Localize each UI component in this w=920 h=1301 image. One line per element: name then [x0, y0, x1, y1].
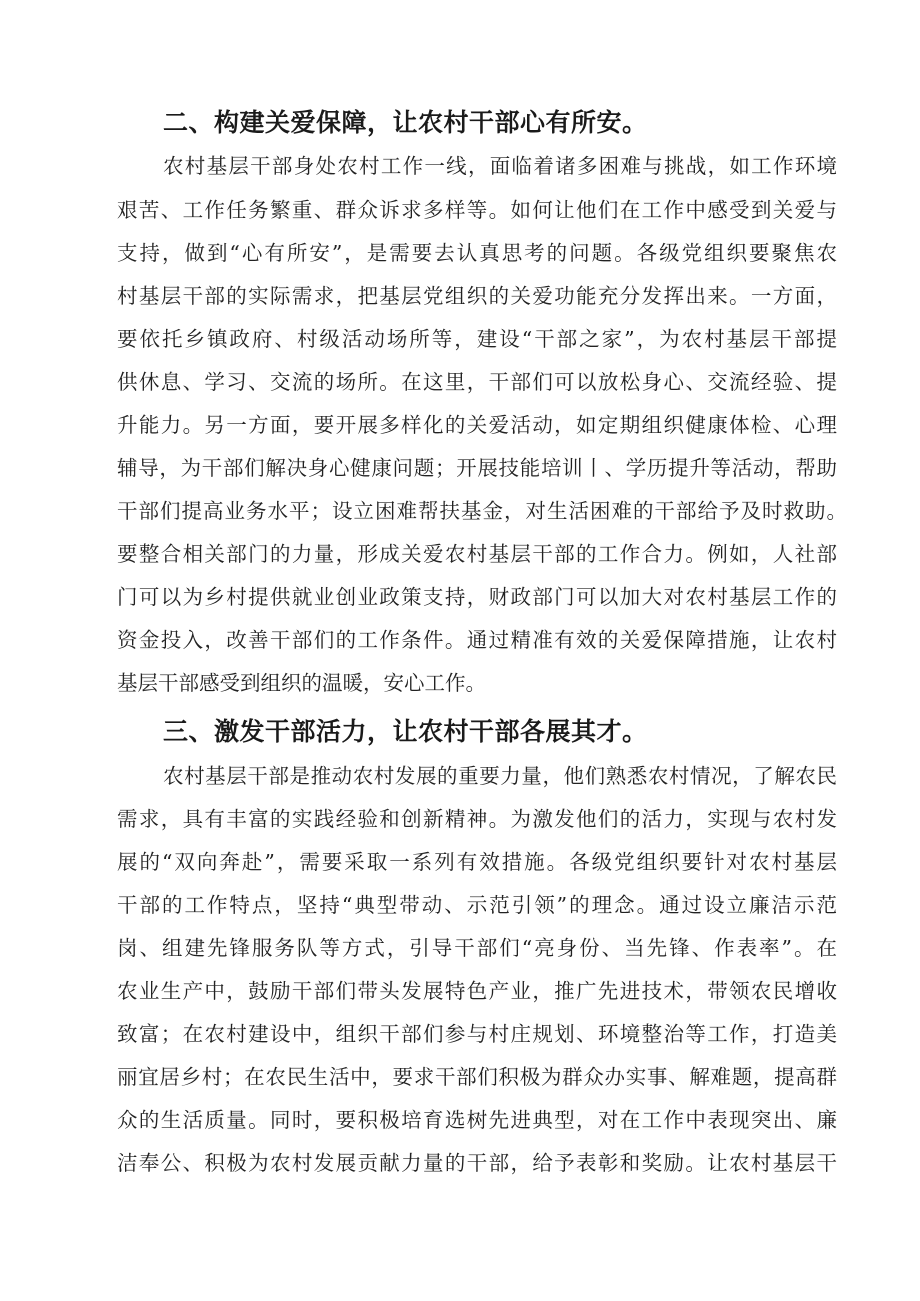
paragraph-line: 干部的工作特点，坚持“典型带动、示范引领”的理念。通过设立廉洁示范 — [117, 893, 837, 917]
paragraph-line: 需求，具有丰富的实践经验和创新精神。为激发他们的活力，实现与农村发 — [117, 807, 837, 831]
paragraph-line: 要整合相关部门的力量，形成关爱农村基层干部的工作合力。例如，人社部 — [117, 542, 837, 566]
paragraph-line: 农业生产中，鼓励干部们带头发展特色产业，推广先进技术，带领农民增收 — [117, 979, 837, 1003]
paragraph-line: 展的“双向奔赴”，需要采取一系列有效措施。各级党组织要针对农村基层 — [117, 850, 837, 874]
paragraph-line: 要依托乡镇政府、村级活动场所等，建设“干部之家”，为农村基层干部提 — [117, 327, 837, 351]
paragraph-line: 村基层干部的实际需求，把基层党组织的关爱功能充分发挥出来。一方面， — [117, 284, 837, 308]
paragraph-line: 丽宜居乡村；在农民生活中，要求干部们积极为群众办实事、解难题，提高群 — [117, 1065, 837, 1089]
paragraph-line: 众的生活质量。同时，要积极培育选树先进典型，对在工作中表现突出、廉 — [117, 1108, 837, 1132]
paragraph-line: 辅导，为干部们解决身心健康问题；开展技能培训丨、学历提升等活动，帮助 — [117, 456, 837, 480]
paragraph-line: 支持，做到“心有所安”，是需要去认真思考的问题。各级党组织要聚焦农 — [117, 241, 837, 265]
paragraph-line: 资金投入，改善干部们的工作条件。通过精准有效的关爱保障措施，让农村 — [117, 628, 837, 652]
paragraph-line: 农村基层干部身处农村工作一线，面临着诸多困难与挑战，如工作环境 — [163, 154, 837, 178]
section-heading-3: 三、激发干部活力，让农村干部各展其才。 — [163, 717, 648, 746]
paragraph-line: 门可以为乡村提供就业创业政策支持，财政部门可以加大对农村基层工作的 — [117, 585, 837, 609]
paragraph-line: 升能力。另一方面，要开展多样化的关爱活动，如定期组织健康体检、心理 — [117, 413, 837, 437]
paragraph-line: 干部们提高业务水平；设立困难帮扶基金，对生活困难的干部给予及时救助。 — [117, 499, 847, 523]
paragraph-line: 基层干部感受到组织的温暖，安心工作。 — [117, 671, 486, 695]
paragraph-line: 致富；在农村建设中，组织干部们参与村庄规划、环境整治等工作，打造美 — [117, 1022, 837, 1046]
paragraph-line: 洁奉公、积极为农村发展贡献力量的干部，给予表彰和奖励。让农村基层干 — [117, 1151, 837, 1175]
section-heading-2: 二、构建关爱保障，让农村干部心有所安。 — [163, 108, 648, 137]
paragraph-line: 艰苦、工作任务繁重、群众诉求多样等。如何让他们在工作中感受到关爱与 — [117, 198, 837, 222]
paragraph-line: 农村基层干部是推动农村发展的重要力量，他们熟悉农村情况，了解农民 — [163, 764, 837, 788]
paragraph-line: 岗、组建先锋服务队等方式，引导干部们“亮身份、当先锋、作表率”。在 — [117, 936, 837, 960]
paragraph-line: 供休息、学习、交流的场所。在这里，干部们可以放松身心、交流经验、提 — [117, 370, 837, 394]
